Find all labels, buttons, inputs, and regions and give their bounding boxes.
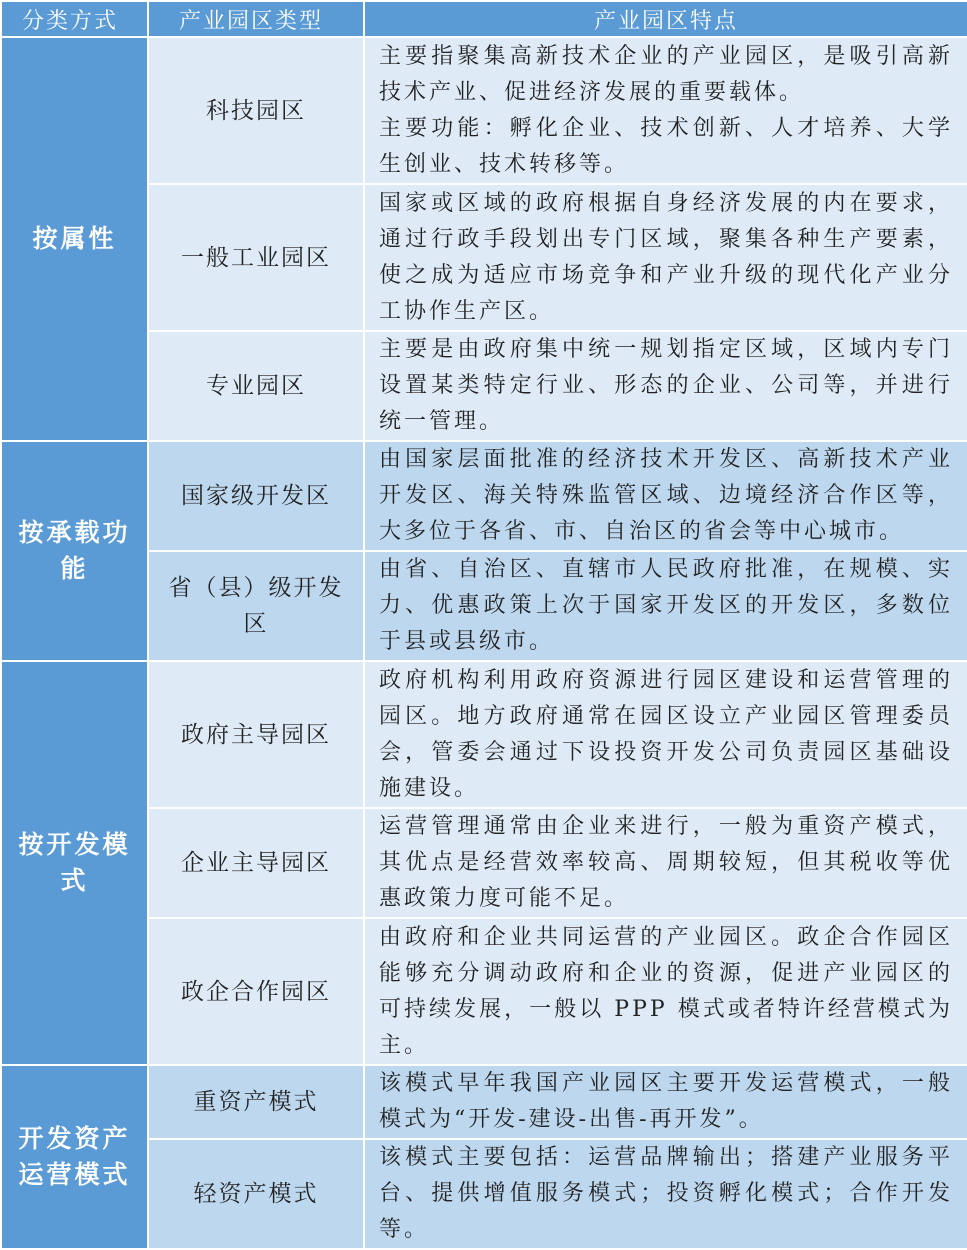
category-cell: 按开发模式: [1, 661, 148, 1065]
header-type: 产业园区类型: [148, 1, 364, 37]
feature-cell: [364, 331, 967, 441]
feature-cell: [364, 37, 967, 184]
type-cell: 科技园区: [148, 37, 364, 184]
header-row: [1, 1, 967, 37]
feature-text: 由省、自治区、直辖市人民政府批准，在规模、实力、优惠政策上次于国家开发区的开发区，多数位于县或县级市。: [379, 557, 953, 654]
type-cell: 政府主导园区: [148, 661, 364, 808]
feature-text: 该模式早年我国产业园区主要开发运营模式，一般模式为“开发-建设-出售-再开发”。: [379, 1071, 953, 1132]
type-cell: 企业主导园区: [148, 808, 364, 918]
type-cell: 国家级开发区: [148, 441, 364, 551]
feature-cell: [364, 184, 967, 331]
feature-text: 主要是由政府集中统一规划指定区域，区域内专门设置某类特定行业、形态的企业、公司等，并进行统一管理。: [379, 337, 953, 434]
feature-text: 主要指聚集高新技术企业的产业园区，是吸引高新技术产业、促进经济发展的重要载体。: [379, 43, 953, 105]
type-cell: 政企合作园区: [148, 918, 364, 1065]
feature-text: 该模式主要包括：运营品牌输出；搭建产业服务平台、提供增值服务模式；投资孵化模式；合作开发等。: [379, 1145, 953, 1242]
type-cell: 轻资产模式: [148, 1139, 364, 1249]
type-cell: 省（县）级开发区: [148, 551, 364, 661]
feature-cell: [364, 661, 967, 808]
feature-cell: [364, 808, 967, 918]
type-cell: 专业园区: [148, 331, 364, 441]
feature-text: 由政府和企业共同运营的产业园区。政企合作园区能够充分调动政府和企业的资源，促进产业园区的可持续发展，一般以 PPP 模式或者特许经营模式为主。: [379, 924, 953, 1058]
feature-cell: [364, 441, 967, 551]
table-row: [1, 441, 967, 551]
table-row: [1, 37, 967, 184]
feature-text: 国家或区域的政府根据自身经济发展的内在要求，通过行政手段划出专门区域，聚集各种生产要素，使之成为适应市场竞争和产业升级的现代化产业分工协作生产区。: [379, 190, 953, 324]
category-cell: 按承载功能: [1, 441, 148, 661]
feature-cell: [364, 551, 967, 661]
category-cell: 开发资产运营模式: [1, 1065, 148, 1249]
feature-text: 运营管理通常由企业来进行，一般为重资产模式，其优点是经营效率较高、周期较短，但其税收等优惠政策力度可能不足。: [379, 814, 953, 911]
feature-text: 主要功能：孵化企业、技术创新、人才培养、大学生创业、技术转移等。: [379, 115, 953, 177]
feature-text: 由国家层面批准的经济技术开发区、高新技术产业开发区、海关特殊监管区域、边境经济合作区等，大多位于各省、市、自治区的省会等中心城市。: [379, 447, 953, 544]
feature-text: 政府机构利用政府资源进行园区建设和运营管理的园区。地方政府通常在园区设立产业园区管理委员会，管委会通过下设投资开发公司负责园区基础设施建设。: [379, 667, 953, 801]
table-row: [1, 1065, 967, 1139]
feature-cell: [364, 1139, 967, 1249]
header-feature: 产业园区特点: [364, 1, 967, 37]
feature-cell: [364, 918, 967, 1065]
category-cell: 按属性: [1, 37, 148, 441]
table-row: [1, 661, 967, 808]
header-category: 分类方式: [1, 1, 148, 37]
type-cell: 一般工业园区: [148, 184, 364, 331]
type-cell: 重资产模式: [148, 1065, 364, 1139]
feature-cell: [364, 1065, 967, 1139]
